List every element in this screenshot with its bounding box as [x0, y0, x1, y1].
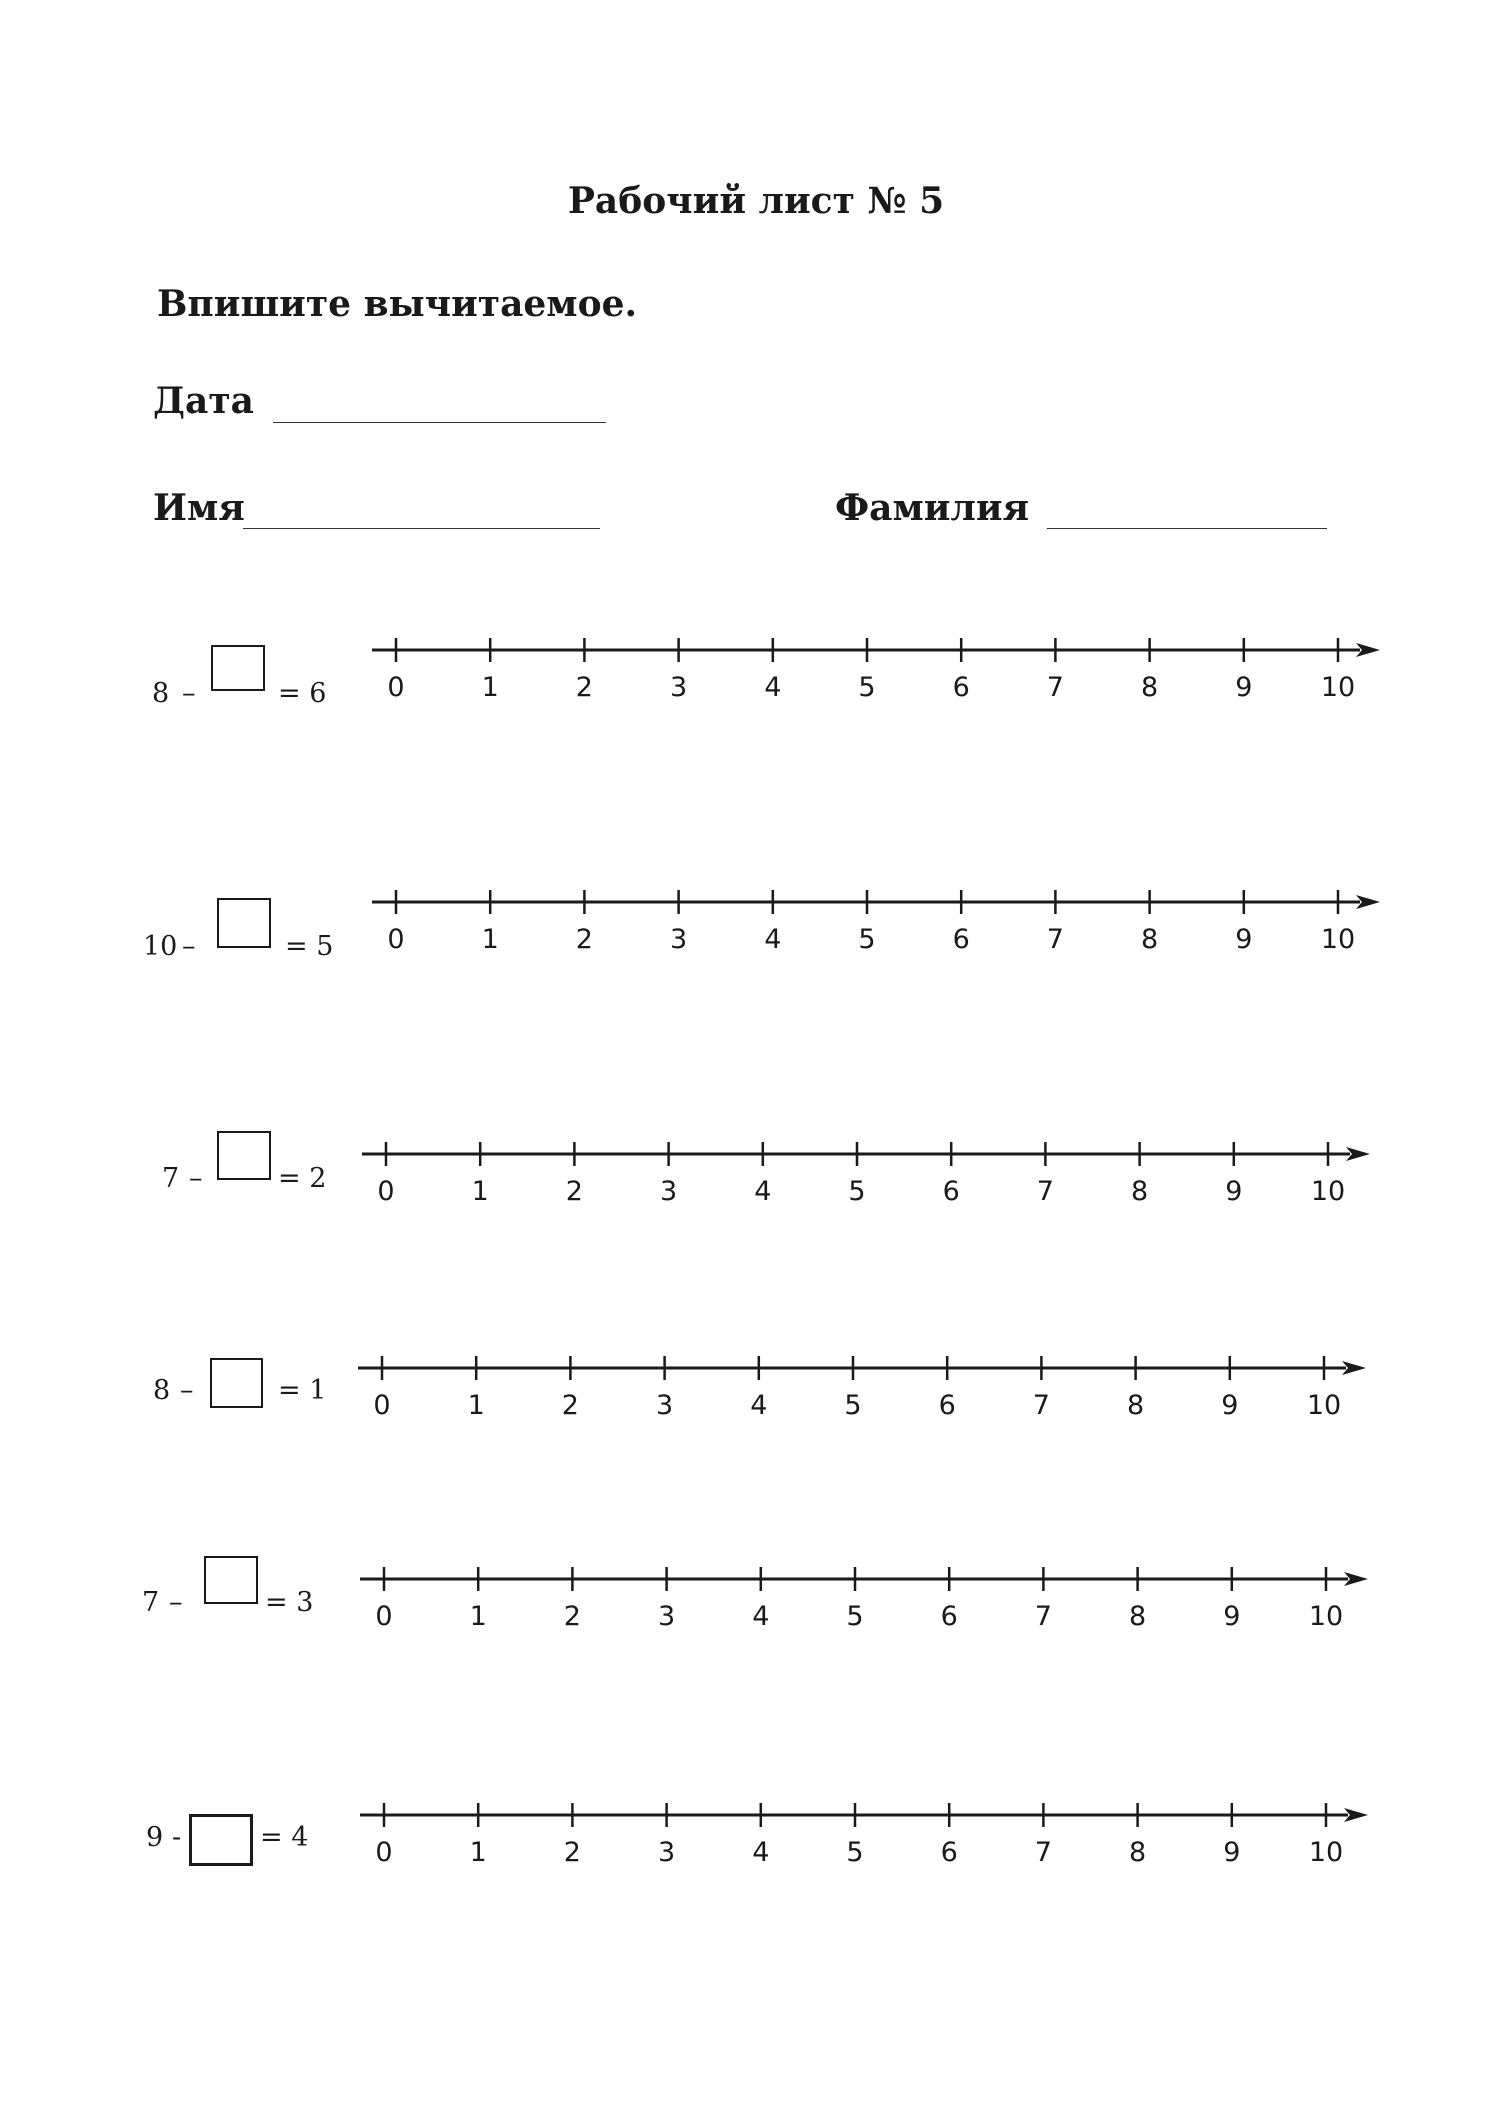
tick-label: 8 — [1127, 1390, 1145, 1421]
tick-label: 2 — [575, 924, 593, 955]
tick-label: 4 — [752, 1601, 770, 1632]
tick-label: 7 — [1034, 1601, 1052, 1632]
tick-label: 9 — [1221, 1390, 1239, 1421]
minuend: 8 — [152, 678, 170, 709]
tick-label: 2 — [575, 672, 593, 703]
tick-label: 6 — [938, 1390, 956, 1421]
tick-label: 10 — [1320, 924, 1356, 955]
answer-box[interactable] — [217, 898, 271, 948]
tick-label: 6 — [940, 1837, 958, 1868]
tick-label: 2 — [563, 1837, 581, 1868]
number-line — [372, 882, 1382, 955]
tick-label: 2 — [561, 1390, 579, 1421]
tick-label: 5 — [858, 924, 876, 955]
tick-label: 0 — [375, 1601, 393, 1632]
date-label: Дата — [153, 380, 254, 422]
minuend: 10 — [143, 931, 178, 962]
tick-label: 5 — [858, 672, 876, 703]
first-name-field[interactable] — [243, 528, 600, 529]
result: = 1 — [278, 1375, 327, 1406]
result: = 2 — [278, 1163, 327, 1194]
tick-label: 2 — [563, 1601, 581, 1632]
answer-box[interactable] — [217, 1131, 271, 1180]
tick-label: 4 — [754, 1176, 772, 1207]
tick-label: 6 — [940, 1601, 958, 1632]
minuend: 8 — [153, 1375, 171, 1406]
tick-label: 9 — [1223, 1837, 1241, 1868]
tick-label: 10 — [1306, 1390, 1342, 1421]
number-line — [360, 1559, 1370, 1632]
minus-sign: – — [189, 1163, 203, 1194]
tick-label: 3 — [660, 1176, 678, 1207]
tick-label: 5 — [844, 1390, 862, 1421]
tick-label: 10 — [1308, 1837, 1344, 1868]
tick-label: 7 — [1032, 1390, 1050, 1421]
tick-label: 3 — [658, 1601, 676, 1632]
minus-sign: – — [180, 1375, 194, 1406]
number-line — [362, 1134, 1372, 1207]
minus-sign: - — [172, 1822, 182, 1853]
tick-label: 10 — [1310, 1176, 1346, 1207]
tick-label: 3 — [656, 1390, 674, 1421]
number-line — [360, 1795, 1370, 1868]
answer-box[interactable] — [211, 645, 265, 691]
tick-label: 0 — [375, 1837, 393, 1868]
minuend: 9 — [146, 1822, 164, 1853]
tick-label: 6 — [952, 672, 970, 703]
tick-label: 10 — [1308, 1601, 1344, 1632]
result: = 4 — [260, 1822, 309, 1853]
tick-label: 5 — [848, 1176, 866, 1207]
tick-label: 1 — [469, 1837, 487, 1868]
number-line — [358, 1348, 1368, 1421]
tick-label: 5 — [846, 1837, 864, 1868]
tick-label: 0 — [387, 672, 405, 703]
minuend: 7 — [142, 1587, 160, 1618]
page-title: Рабочий лист № 5 — [567, 180, 945, 222]
answer-box[interactable] — [210, 1358, 263, 1408]
tick-label: 0 — [387, 924, 405, 955]
tick-label: 2 — [565, 1176, 583, 1207]
tick-label: 10 — [1320, 672, 1356, 703]
tick-label: 0 — [377, 1176, 395, 1207]
first-name-label: Имя — [153, 487, 245, 529]
answer-box[interactable] — [189, 1814, 253, 1866]
tick-label: 5 — [846, 1601, 864, 1632]
tick-label: 3 — [658, 1837, 676, 1868]
tick-label: 4 — [764, 672, 782, 703]
tick-label: 4 — [764, 924, 782, 955]
tick-label: 1 — [467, 1390, 485, 1421]
date-field[interactable] — [273, 422, 606, 423]
tick-label: 3 — [670, 924, 688, 955]
result: = 3 — [265, 1587, 314, 1618]
tick-label: 8 — [1129, 1601, 1147, 1632]
result: = 6 — [278, 678, 327, 709]
tick-label: 1 — [481, 672, 499, 703]
tick-label: 9 — [1235, 924, 1253, 955]
tick-label: 8 — [1129, 1837, 1147, 1868]
tick-label: 3 — [670, 672, 688, 703]
tick-label: 1 — [469, 1601, 487, 1632]
tick-label: 8 — [1131, 1176, 1149, 1207]
minus-sign: – — [182, 678, 196, 709]
tick-label: 7 — [1036, 1176, 1054, 1207]
tick-label: 9 — [1223, 1601, 1241, 1632]
tick-label: 0 — [373, 1390, 391, 1421]
number-line — [372, 630, 1382, 703]
tick-label: 4 — [752, 1837, 770, 1868]
tick-label: 7 — [1046, 672, 1064, 703]
tick-label: 8 — [1141, 924, 1159, 955]
tick-label: 6 — [952, 924, 970, 955]
instruction-text: Впишите вычитаемое. — [157, 283, 638, 325]
tick-label: 8 — [1141, 672, 1159, 703]
tick-label: 4 — [750, 1390, 768, 1421]
minuend: 7 — [162, 1163, 180, 1194]
minus-sign: – — [182, 931, 196, 962]
last-name-field[interactable] — [1047, 528, 1327, 529]
last-name-label: Фамилия — [835, 487, 1030, 529]
result: = 5 — [285, 931, 334, 962]
tick-label: 7 — [1046, 924, 1064, 955]
answer-box[interactable] — [204, 1556, 258, 1604]
tick-label: 1 — [481, 924, 499, 955]
tick-label: 9 — [1235, 672, 1253, 703]
tick-label: 7 — [1034, 1837, 1052, 1868]
tick-label: 6 — [942, 1176, 960, 1207]
tick-label: 1 — [471, 1176, 489, 1207]
tick-label: 9 — [1225, 1176, 1243, 1207]
minus-sign: – — [169, 1587, 183, 1618]
